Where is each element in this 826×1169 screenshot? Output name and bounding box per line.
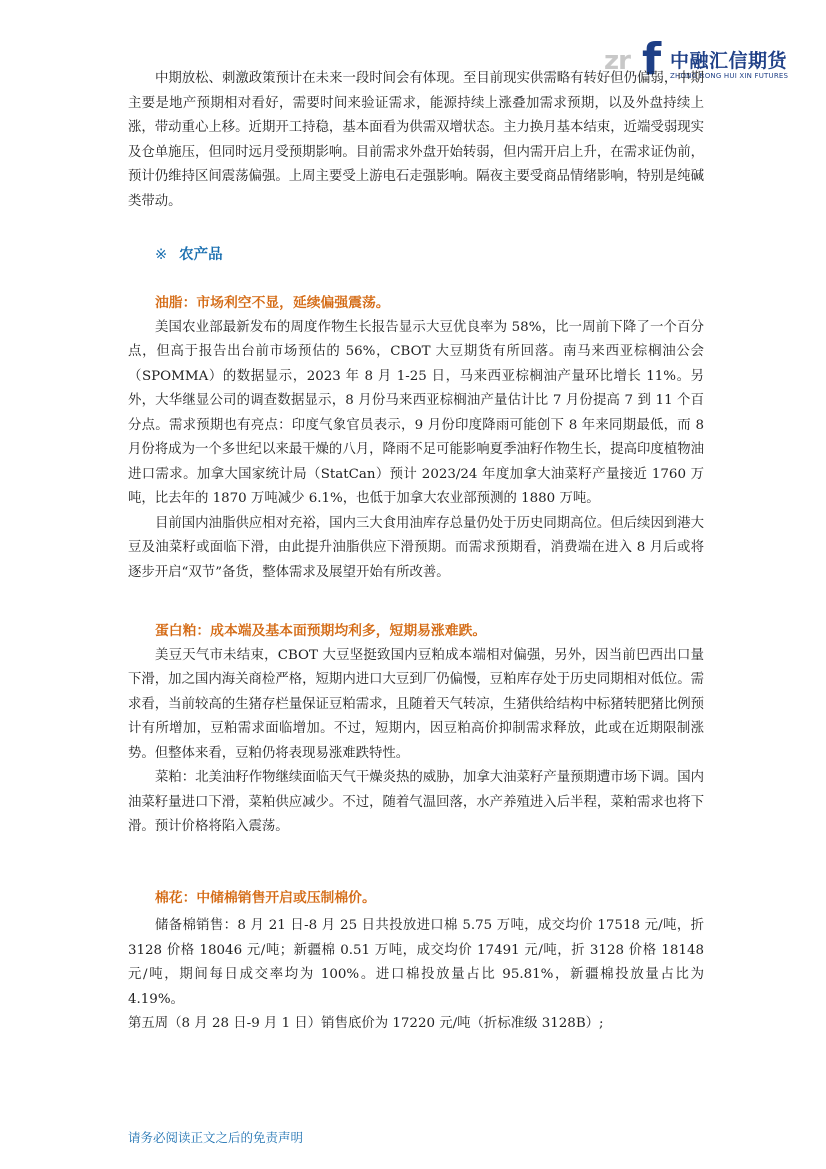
logo-f-mark: f <box>642 34 662 85</box>
document-body <box>128 67 704 1037</box>
cotton-heading: 棉花：中储棉销售开启或压制棉价。 <box>155 889 376 906</box>
oil-heading: 油脂：市场利空不显，延续偏强震荡。 <box>155 295 390 311</box>
reference-mark-icon: ※ <box>155 247 168 263</box>
meal-paragraph-2: 菜粕：北美油籽作物继续面临天气干燥炎热的威胁，加拿大油菜籽产量预期遭市场下调。国内油菜籽量进口下滑，菜粕供应减少。不过，随着气温回落，水产养殖进入后半程，菜粕需求也将下滑。预计价格将陷入震荡。 <box>128 770 705 834</box>
cotton-paragraph-1: 储备棉销售：8 月 21 日-8 月 25 日共投放进口棉 5.75 万吨，成交均价 17518 元/吨，折 3128 价格 18046 元/吨；新疆棉 0.51 万吨，成交均价 17491 元/吨，折 3128 价格 18148 元/吨，期间每日成交率均为 100%。进口棉投放量占比 95.81%，新疆棉投放量占比为 4.19%。 <box>128 918 704 1007</box>
intro-paragraph: 中期放松、刺激政策预计在未来一段时间会有体现。至目前现实供需略有转好但仍偏弱，中期主要是地产预期相对看好，需要时间来验证需求，能源持续上涨叠加需求预期，以及外盘持续上涨，带动重心上移。近期开工持稳，基本面看为供需双增状态。主力换月基本结束，近端受弱现实及仓单施压，但同时远月受预期影响。目前需求外盘开始转弱，但内需开启上升，在需求证伪前，预计仍维持区间震荡偏强。上周主要受上游电石走强影响。隔夜主要受商品情绪影响，特别是纯碱类带动。 <box>128 71 705 209</box>
footer-disclaimer: 请务必阅读正文之后的免责声明 <box>128 1130 304 1145</box>
meal-paragraph-1: 美豆天气市未结束，CBOT 大豆坚挺致国内豆粕成本端相对偏强，另外，因当前巴西出口量下滑，加之国内海关商检严格，短期内进口大豆到厂仍偏慢，豆粕库存处于历史同期相对低位。需求看，当前较高的生猪存栏量保证豆粕需求，且随着天气转凉，生猪供给结构中标猪转肥猪比例预计有所增加，豆粕需求面临增加。不过，短期内，因豆粕高价抑制需求释放，此或在近期限制涨势。但整体来看，豆粕仍将表现易涨难跌特性。 <box>128 647 704 761</box>
oil-paragraph-2: 目前国内油脂供应相对充裕，国内三大食用油库存总量仍处于历史同期高位。但后续因到港大豆及油菜籽或面临下滑，由此提升油脂供应下滑预期。而需求预期看，消费端在进入 8 月后或将逐步开启“双节”备货，整体需求及展望开始有所改善。 <box>128 515 705 580</box>
logo-chinese-name: 中融汇信期货 <box>670 50 788 72</box>
cotton-paragraph-2: 第五周（8 月 28 日-9 月 1 日）销售底价为 17220 元/吨（折标准级 3128B）; <box>128 1016 604 1031</box>
meal-heading: 蛋白粕：成本端及基本面预期均利多，短期易涨难跌。 <box>155 623 487 639</box>
oil-paragraph-1: 美国农业部最新发布的周度作物生长报告显示大豆优良率为 58%，比一周前下降了一个百分点，但高于报告出台前市场预估的 56%，CBOT 大豆期货有所回落。南马来西亚棕榈油公会（SPOMMA）的数据显示，2023 年 8 月 1-25 日，马来西亚棕榈油产量环比增长 11%。另外，大华继显公司的调查数据显示，8 月份马来西亚棕榈油产量估计比 7 月份提高 7 到 11 个百分点。需求预期也有亮点：印度气象官员表示，9 月份印度降雨可能创下 8 年来同期最低，而 8 月份将成为一个多世纪以来最干燥的八月，降雨不足可能影响夏季油籽作物生长，提高印度植物油进口需求。加拿大国家统计局（StatCan）预计 2023/24 年度加拿大油菜籽产量接近 1760 万吨，比去年的 1870 万吨减少 6.1%，也低于加拿大农业部预测的 1880 万吨。 <box>128 319 704 506</box>
logo-english-name: ZHONG RONG HUI XIN FUTURES <box>670 72 789 80</box>
logo-watermark-zr: zr <box>604 46 630 76</box>
section-heading-agriculture <box>128 243 704 264</box>
section-title-text: 农产品 <box>179 247 223 263</box>
